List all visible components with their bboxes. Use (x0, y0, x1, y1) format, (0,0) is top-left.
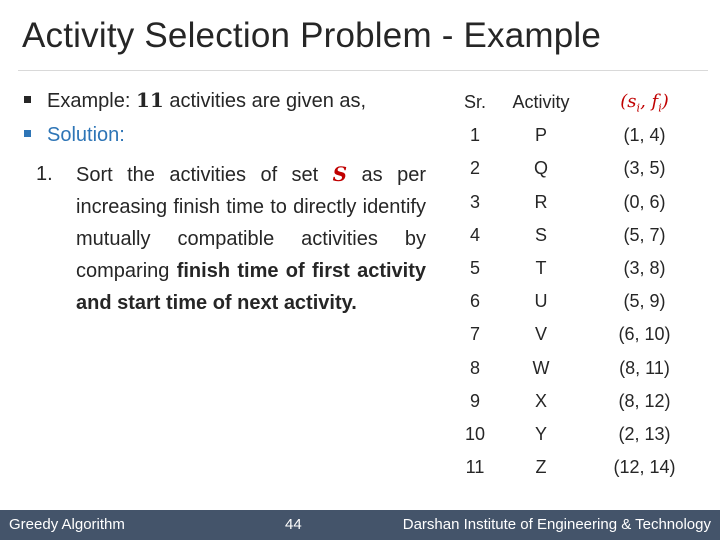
table-row (450, 252, 707, 285)
header-activity: Activity (512, 92, 570, 113)
footer-subject: Greedy Algorithm (9, 516, 125, 533)
cell-start-finish: (5, 7) (623, 224, 666, 245)
cell-start-finish: (12, 14) (613, 457, 676, 478)
table-row (450, 152, 707, 185)
cell-sr: 11 (465, 457, 485, 478)
header-start-finish: ($s_i$, $f_i$) (620, 90, 669, 115)
activity-count: 11 (135, 88, 164, 112)
header-sr: Sr. (463, 92, 486, 113)
bullet-solution (24, 124, 434, 147)
footer-bar (0, 510, 720, 540)
table-header-row (450, 86, 707, 119)
activity-table (450, 86, 707, 484)
cell-sr: 2 (469, 158, 480, 179)
cell-sr: 5 (469, 258, 480, 279)
cell-sr: 3 (469, 191, 480, 212)
footer-institute: Darshan Institute of Engineering & Technology (402, 516, 711, 533)
table-row (450, 285, 707, 318)
bullet-square-icon (24, 130, 31, 137)
page-number: 44 (285, 516, 302, 533)
cell-activity: R (534, 191, 548, 212)
table-row (450, 219, 707, 252)
cell-activity: X (534, 390, 547, 411)
cell-activity: P (534, 125, 547, 146)
table-row (450, 385, 707, 418)
step-bold-text: finish time of first activity and start time of next activity. (76, 260, 427, 314)
cell-sr: 10 (464, 423, 486, 444)
cell-start-finish: (8, 11) (619, 357, 670, 378)
cell-start-finish: (3, 5) (623, 158, 666, 179)
step-number: 1. (36, 163, 53, 185)
cell-start-finish: (0, 6) (623, 191, 666, 212)
set-variable: S (332, 162, 348, 186)
cell-start-finish: (5, 9) (623, 291, 666, 312)
cell-activity: Q (533, 158, 548, 179)
cell-sr: 8 (469, 357, 480, 378)
cell-start-finish: (6, 10) (618, 324, 671, 345)
cell-activity: Y (534, 423, 547, 444)
bullet-list (24, 88, 434, 158)
table-row (450, 451, 707, 484)
cell-sr: 4 (469, 224, 480, 245)
cell-activity: U (534, 291, 548, 312)
cell-start-finish: (8, 12) (618, 390, 671, 411)
cell-sr: 1 (469, 125, 480, 146)
table-row (450, 186, 707, 219)
step-text: Sort the activities of set S as per increasing finish time to directly identify mutually compatible activities by comparing finish time of first activity and start time of next activity. (76, 162, 427, 314)
bullet-solution-text: Solution: (47, 124, 125, 146)
cell-start-finish: (3, 8) (623, 258, 666, 279)
cell-start-finish: (2, 13) (618, 423, 671, 444)
cell-start-finish: (1, 4) (623, 125, 666, 146)
bullet-example (24, 88, 434, 113)
slide-title: Activity Selection Problem - Example (22, 16, 602, 55)
table-row (450, 119, 707, 152)
cell-activity: W (532, 357, 550, 378)
table-row (450, 318, 707, 351)
cell-sr: 6 (469, 291, 480, 312)
cell-activity: S (534, 224, 547, 245)
cell-activity: Z (535, 457, 547, 478)
title-divider (18, 70, 708, 71)
bullet-example-text: Example: 11 activities are given as, (47, 88, 367, 112)
cell-sr: 7 (469, 324, 480, 345)
cell-activity: V (534, 324, 547, 345)
table-row (450, 352, 707, 385)
table-body (450, 119, 707, 484)
cell-activity: T (535, 258, 547, 279)
cell-sr: 9 (469, 390, 480, 411)
bullet-square-icon (24, 96, 31, 103)
table-row (450, 418, 707, 451)
